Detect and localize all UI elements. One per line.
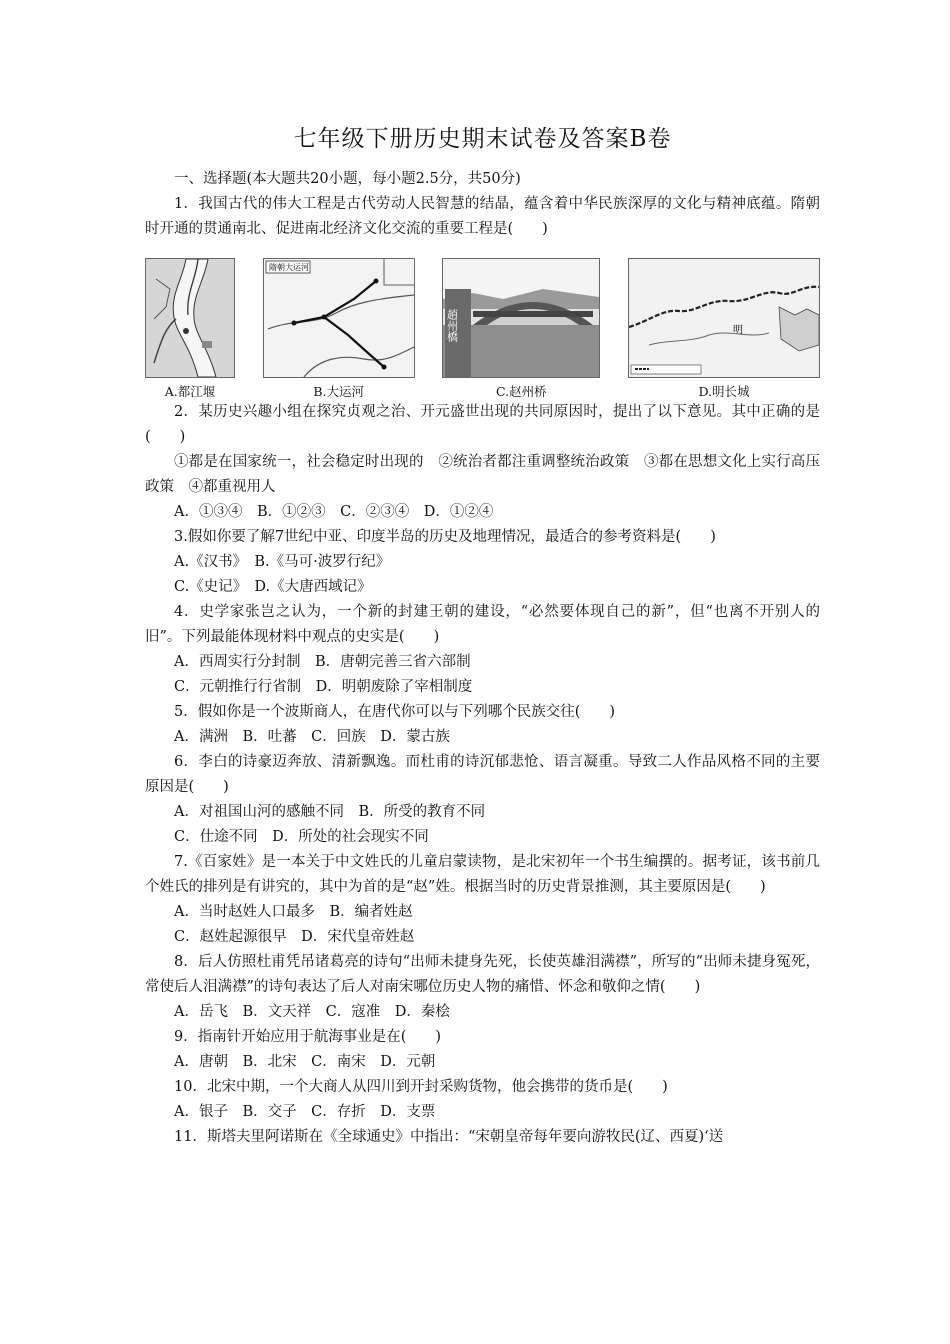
question-2-options: A．①③④ B．①②③ C．②③④ D．①②④ [174, 504, 494, 520]
question-8-options: A．岳飞 B．文天祥 C．寇准 D．秦桧 [174, 1004, 450, 1020]
question-2-stem: 2．某历史兴趣小组在探究贞观之治、开元盛世出现的共同原因时，提出了以下意见。其中正确的是( ) [145, 404, 820, 445]
question-7-options-2: C．赵姓起源很早 D．宋代皇帝姓赵 [174, 929, 415, 945]
question-6-stem: 6．李白的诗豪迈奔放、清新飘逸。而杜甫的诗沉郁悲怆、语言凝重。导致二人作品风格不同的主要原因是( ) [145, 754, 820, 795]
question-5-stem: 5．假如你是一个波斯商人，在唐代你可以与下列哪个民族交往( ) [174, 704, 616, 720]
zhaozhou-bridge-stele-label: 趙州橋 [445, 309, 459, 342]
figure-caption-c: C.赵州桥 [496, 384, 547, 399]
question-10-options: A．银子 B．交子 C．存折 D．支票 [174, 1104, 436, 1120]
question-2-items: ①都是在国家统一，社会稳定时出现的 ②统治者都注重调整统治政策 ③都在思想文化上实行高压政策 ④都重视用人 [145, 454, 820, 495]
page-title: 七年级下册历史期末试卷及答案B卷 [293, 126, 672, 152]
dujiangyan-map-icon [145, 258, 235, 378]
zhaozhou-bridge-photo-icon [442, 258, 600, 378]
question-4-options-1: A．西周实行分封制 B．唐朝完善三省六部制 [174, 654, 471, 670]
question-9-options: A．唐朝 B．北宋 C．南宋 D．元朝 [174, 1054, 436, 1070]
question-7-options-1: A．当时赵姓人口最多 B．编者姓赵 [174, 904, 413, 920]
question-3-stem: 3.假如你要了解7世纪中亚、印度半岛的历史及地理情况，最适合的参考资料是( ) [174, 529, 716, 545]
question-7-stem: 7.《百家姓》是一本关于中文姓氏的儿童启蒙读物，是北宋初年一个书生编撰的。据考证，该书前几个姓氏的排列是有讲究的，其中为首的是“赵”姓。根据当时的历史背景推测，其主要原因是( ) [145, 854, 820, 895]
figure-zhaozhou-bridge [442, 258, 600, 400]
question-4-stem: 4．史学家张岂之认为，一个新的封建王朝的建设，“必然要体现自己的新”，但“也离不开别人的旧”。下列最能体现材料中观点的史实是( ) [145, 604, 820, 645]
question-6-options-2: C．仕途不同 D．所处的社会现实不同 [174, 829, 429, 845]
question-3-options-1: A.《汉书》 B.《马可·波罗行纪》 [174, 554, 391, 570]
question-6-options-1: A．对祖国山河的感触不同 B．所受的教育不同 [174, 804, 486, 820]
figure-caption-d: D.明长城 [698, 384, 750, 399]
question-9-stem: 9．指南针开始应用于航海事业是在( ) [174, 1029, 442, 1045]
grand-canal-map-icon [263, 258, 415, 378]
section-heading: 一、选择题(本大题共20小题，每小题2.5分，共50分) [174, 171, 521, 187]
ming-wall-map-icon [628, 258, 820, 378]
ming-map-label: 明 [732, 325, 743, 336]
exam-page [145, 120, 820, 1150]
question-8-stem: 8．后人仿照杜甫凭吊诸葛亮的诗句“出师未捷身先死，长使英雄泪满襟”，所写的“出师未捷身冤死，常使后人泪满襟”的诗句表达了后人对南宋哪位历史人物的痛惜、怀念和敬仰之情( ) [145, 954, 820, 995]
question-11-stem: 11．斯塔夫里阿诺斯在《全球通史》中指出：“宋朝皇帝每年要向游牧民(辽、西夏)‘送 [174, 1129, 724, 1145]
question-1-figures [145, 258, 820, 400]
question-10-stem: 10．北宋中期，一个大商人从四川到开封采购货物，他会携带的货币是( ) [174, 1079, 668, 1095]
question-1-stem: 1．我国古代的伟大工程是古代劳动人民智慧的结晶，蕴含着中华民族深厚的文化与精神底蕴。隋朝时开通的贯通南北、促进南北经济文化交流的重要工程是( ) [145, 196, 820, 237]
question-4-options-2: C．元朝推行行省制 D．明朝废除了宰相制度 [174, 679, 473, 695]
figure-caption-a: A.都江堰 [164, 384, 216, 399]
figure-ming-great-wall [628, 258, 820, 400]
figure-dujiangyan [145, 258, 235, 400]
question-3-options-2: C.《史记》 D.《大唐西域记》 [174, 579, 372, 595]
figure-grand-canal [263, 258, 415, 400]
figure-caption-b: B.大运河 [313, 384, 364, 399]
grand-canal-map-label: 隋朝大运河 [268, 263, 309, 272]
question-5-options: A．满洲 B．吐蕃 C．回族 D．蒙古族 [174, 729, 450, 745]
